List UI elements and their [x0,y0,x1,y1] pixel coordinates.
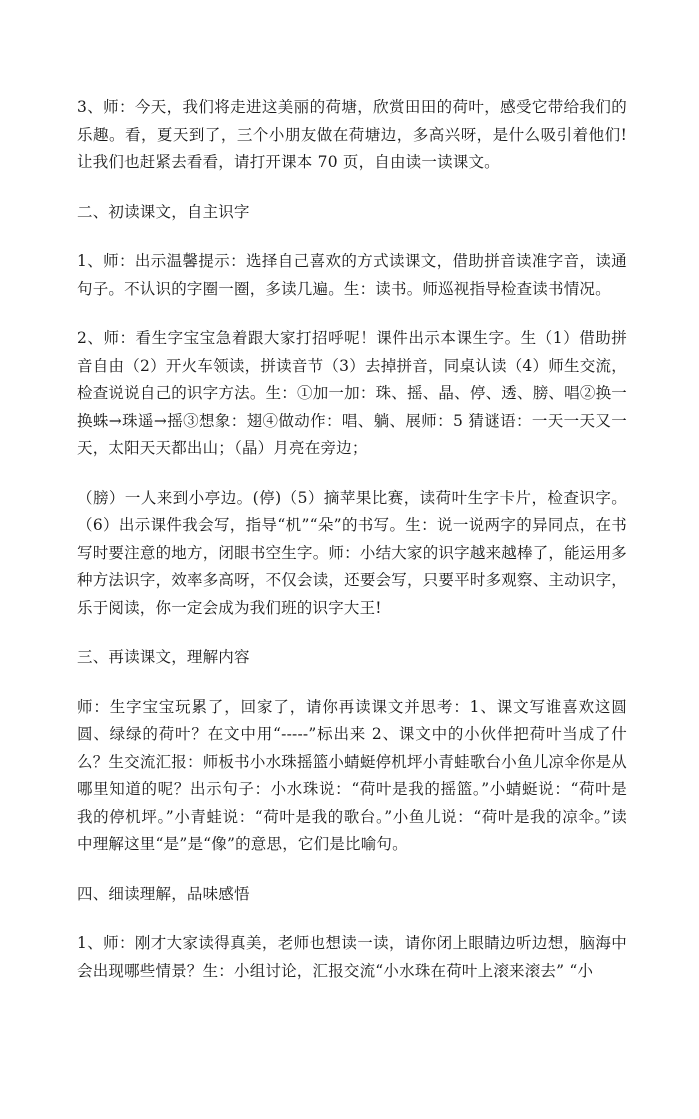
section-heading-4: 四、细读理解，品味感悟 [77,884,250,903]
paragraph-close-reading: 1、师：刚才大家读得真美，老师也想读一读，请你闭上眼睛边听边想，脑海中会出现哪些情景？生：小组讨论，汇报交流“小水珠在荷叶上滚来滚去” “小 [77,934,627,980]
document-body [77,94,627,985]
paragraph-intro: 3、师：今天，我们将走进这美丽的荷塘，欣赏田田的荷叶，感受它带给我们的乐趣。看，夏天到了，三个小朋友做在荷塘边，多高兴呀，是什么吸引着他们!让我们也赶紧去看看，请打开课本 70 页，自由读一读课文。 [77,98,627,171]
paragraph-reread: 师：生字宝宝玩累了，回家了，请你再读课文并思考：1、课文写谁喜欢这圆圆、绿绿的荷叶？在文中用“-----”标出来 2、课文中的小伙伴把荷叶当成了什么？生交流汇报：师板书小水珠摇篮小蜻蜓停机坪小青蛙歌台小鱼儿凉伞你是从哪里知道的呢？出示句子：小水珠说：“荷叶是我的摇篮。”小蜻蜓说：“荷叶是我的停机坪。”小青蛙说：“荷叶是我的歌台。”小鱼儿说：“荷叶是我的凉伞。”读中理解这里“是”是“像”的意思，它们是比喻句。 [77,697,627,853]
paragraph-first-reading: 1、师：出示温馨提示：选择自己喜欢的方式读课文，借助拼音读准字音，读通句子。不认识的字圈一圈，多读几遍。生：读书。师巡视指导检查读书情况。 [77,252,627,298]
section-heading-2: 二、初读课文，自主识字 [77,202,250,221]
section-heading-3: 三、再读课文，理解内容 [77,648,250,666]
paragraph-riddle-and-writing: （膀）一人来到小亭边。(停)（5）摘苹果比赛，读荷叶生字卡片，检查识字。（6）出示课件我会写，指导“机”“朵”的书写。生：说一说两字的异同点，在书写时要注意的地方，闭眼书空生字。师：小结大家的识字越来越棒了，能运用多种方法识字，效率多高呀，不仅会读，还要会写，只要平时多观察、主动识字，乐于阅读，你一定会成为我们班的识字大王! [77,488,627,617]
paragraph-new-characters: 2、师：看生字宝宝急着跟大家打招呼呢！课件出示本课生字。生（1）借助拼音自由（2）开火车领读，拼读音节（3）去掉拼音，同桌认读（4）师生交流，检查说说自己的识字方法。生：①加一加：珠、摇、晶、停、透、膀、唱②换一换蛛→珠遥→摇③想象：翅④做动作：唱、躺、展师：5 猜谜语：一天一天又一天，太阳天天都出山；（晶）月亮在旁边； [77,329,627,457]
